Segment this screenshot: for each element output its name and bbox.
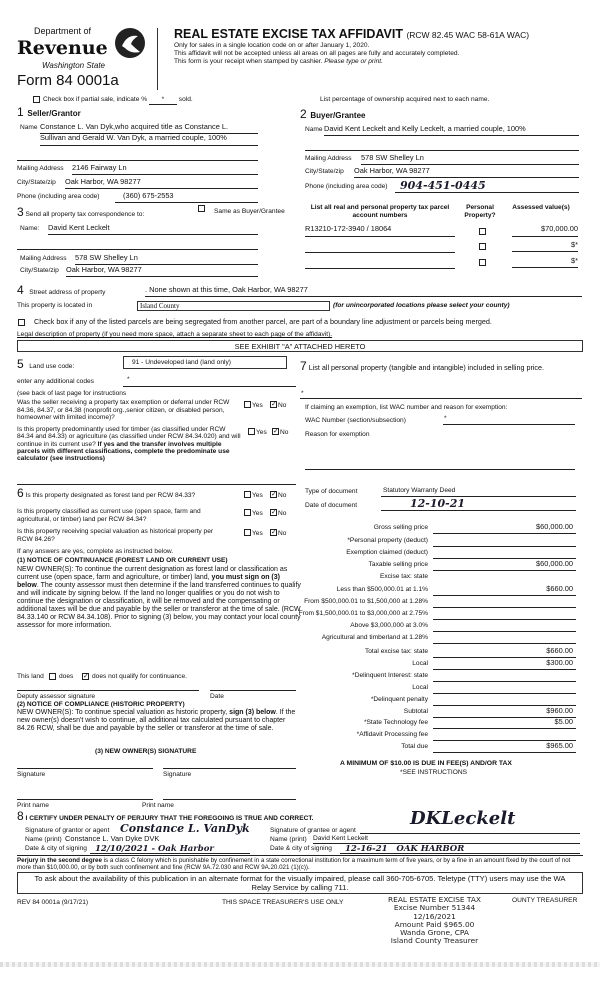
new-owner-signature-label: Signature <box>17 771 46 778</box>
grantor-signature[interactable]: Constance L. VanDyk <box>120 822 250 835</box>
forest-no-checkbox[interactable]: ✓ <box>271 491 277 498</box>
calc-value[interactable]: $660.00 <box>546 584 573 593</box>
calc-value[interactable]: $60,000.00 <box>536 522 573 531</box>
correspondence-city[interactable]: Oak Harbor, WA 98277 <box>66 265 142 274</box>
calc-line <box>433 643 576 644</box>
buyer-phone[interactable]: 904-451-0445 <box>400 179 486 192</box>
calc-line <box>433 607 576 608</box>
county-select[interactable]: Island County <box>137 301 330 311</box>
does-qualify-checkbox[interactable] <box>49 673 56 680</box>
calc-label: From $1,500,000.01 to $3,000,000 at 2.75% <box>298 610 428 617</box>
additional-codes-field[interactable]: * <box>127 376 130 383</box>
calc-label: *Affidavit Processing fee <box>356 731 428 738</box>
calc-label: *Delinquent penalty <box>370 696 428 703</box>
calc-line <box>433 533 576 534</box>
buyer-name[interactable]: David Kent Leckelt and Kelly Leckelt, a married couple, 100% <box>324 124 526 133</box>
calc-label: *Personal property (deduct) <box>347 537 428 544</box>
calc-label: From $500,000.01 to $1,500,000 at 1.28% <box>304 598 428 605</box>
scan-artifact <box>0 962 600 967</box>
section-1-heading: 1 Seller/Grantor <box>17 105 81 119</box>
calc-label: Agricultural and timberland at 1.28% <box>321 634 428 641</box>
dor-swoosh-icon <box>113 26 147 60</box>
calc-line <box>433 595 576 596</box>
form-number: Form 84 0001a <box>17 72 119 89</box>
historic-no-checkbox[interactable]: ✓ <box>271 529 277 536</box>
calc-line <box>433 728 576 729</box>
form-title: REAL ESTATE EXCISE TAX AFFIDAVIT (RCW 82.45 WAC 58-61A WAC) <box>174 27 530 41</box>
seller-mailing-address[interactable]: 2146 Fairway Ln <box>72 163 127 172</box>
perjury-notice: Perjury in the second degree is a class C felony which is punishable by confinement in a state correctional institution for a maximum term of five years, or by a fine in an amount fixed by the court of not more than $10,000.00, or by both such confinement and fine (RCW 9A.72.030 and RCW 9A.20.021 (1)(c)). <box>17 855 583 871</box>
calc-value[interactable]: $660.00 <box>546 646 573 655</box>
land-use-code-select[interactable]: 91 - Undeveloped land (land only) <box>123 356 287 369</box>
calc-label: Local <box>412 684 428 691</box>
current-use-no-checkbox[interactable]: ✓ <box>271 509 277 516</box>
current-use-yes-checkbox[interactable] <box>244 509 251 516</box>
calc-line <box>433 669 576 670</box>
grantee-date-city[interactable]: 12-16-21 OAK HARBOR <box>345 844 465 854</box>
calc-value[interactable]: $5.00 <box>554 717 573 726</box>
buyer-mailing-address[interactable]: 578 SW Shelley Ln <box>361 153 424 162</box>
historic-yes-checkbox[interactable] <box>244 529 251 536</box>
document-type-field[interactable]: Statutory Warranty Deed <box>383 487 456 494</box>
grantor-printed-name[interactable]: Constance L. Van Dyke DVK <box>65 834 160 843</box>
buyer-city[interactable]: Oak Harbor, WA 98277 <box>354 166 430 175</box>
calc-label: Taxable selling price <box>368 561 428 568</box>
calc-line <box>433 546 576 547</box>
personal-property-checkbox[interactable] <box>479 243 486 250</box>
divider <box>157 28 158 90</box>
calc-line <box>433 619 576 620</box>
seller-city[interactable]: Oak Harbor, WA 98277 <box>65 177 141 186</box>
grantor-date-city[interactable]: 12/10/2021 - Oak Harbor <box>95 844 214 854</box>
calc-label: Subtotal <box>403 708 428 715</box>
grantee-printed-name[interactable]: David Kent Leckelt <box>313 835 368 842</box>
seller-name-line1[interactable]: Constance L. Van Dyk,who acquired title as Constance L. <box>40 122 229 131</box>
calc-line <box>433 631 576 632</box>
partial-sale-checkbox[interactable] <box>33 96 40 103</box>
calc-label: Above $3,000,000 at 3.0% <box>350 622 428 629</box>
q1-yes-checkbox[interactable] <box>244 401 251 408</box>
calc-line <box>433 570 576 571</box>
calc-line <box>433 681 576 682</box>
calc-label: Total due <box>401 743 428 750</box>
calc-label: Local <box>412 660 428 667</box>
q1-no-checkbox[interactable]: ✓ <box>271 401 277 408</box>
calc-line <box>433 752 576 753</box>
q2-yes-checkbox[interactable] <box>248 428 255 435</box>
calc-label: Gross selling price <box>373 524 428 531</box>
property-street-address[interactable]: . None shown at this time, Oak Harbor, WA 98277 <box>145 285 308 294</box>
personal-property-checkbox[interactable] <box>479 228 486 235</box>
alternate-format-notice: To ask about the availability of this publication in an alternate format for the visually impaired, please call 360-705-6705. Teletype (TTY) users may use the WA Relay Service by calling 711. <box>17 872 583 894</box>
calc-value[interactable]: $60,000.00 <box>536 559 573 568</box>
calc-label: Excise tax: state <box>379 573 428 580</box>
q2-no-checkbox[interactable]: ✓ <box>273 428 279 435</box>
calc-value[interactable]: $965.00 <box>546 741 573 750</box>
personal-property-checkbox[interactable] <box>479 259 486 266</box>
grantee-signature[interactable]: DKLeckelt <box>410 808 516 829</box>
calc-label: Exemption claimed (deduct) <box>346 549 428 556</box>
new-owner-signature-label: Signature <box>163 771 192 778</box>
calc-label: *Delinquent Interest: state <box>352 672 428 679</box>
treasurer-receipt-stamp: REAL ESTATE EXCISE TAX Excise Number 51344 12/16/2021 Amount Paid $965.00 Wanda Grone, CPA Island County Treasurer <box>388 895 481 946</box>
calc-value[interactable]: $960.00 <box>546 706 573 715</box>
section-2-heading: 2 Buyer/Grantee <box>300 107 366 121</box>
legal-description-field[interactable]: SEE EXHIBIT "A" ATTACHED HERETO <box>17 340 583 352</box>
correspondence-mailing[interactable]: 578 SW Shelley Ln <box>75 253 138 262</box>
personal-property-field[interactable]: * <box>301 390 304 397</box>
correspondence-name[interactable]: David Kent Leckelt <box>48 223 110 232</box>
same-as-buyer-checkbox[interactable] <box>198 205 205 212</box>
document-date-field[interactable]: 12-10-21 <box>410 497 466 510</box>
calc-label: Total excise tax: state <box>364 648 428 655</box>
wac-number-field[interactable]: * <box>444 415 447 422</box>
does-not-qualify-checkbox[interactable]: ✓ <box>83 673 89 680</box>
calc-line <box>433 693 576 694</box>
seller-phone[interactable]: (360) 675-2553 <box>123 191 174 200</box>
partial-percent-field[interactable]: * <box>149 96 177 105</box>
calc-label: Less than $500,000.01 at 1.1% <box>336 586 428 593</box>
seller-name-line2[interactable]: Sullivan and Gerald W. Van Dyk, a married couple, 100% <box>40 133 227 142</box>
forest-yes-checkbox[interactable] <box>244 491 251 498</box>
segregation-checkbox[interactable] <box>18 319 25 326</box>
calc-value[interactable]: $300.00 <box>546 658 573 667</box>
calc-label: *State Technology fee <box>363 719 428 726</box>
